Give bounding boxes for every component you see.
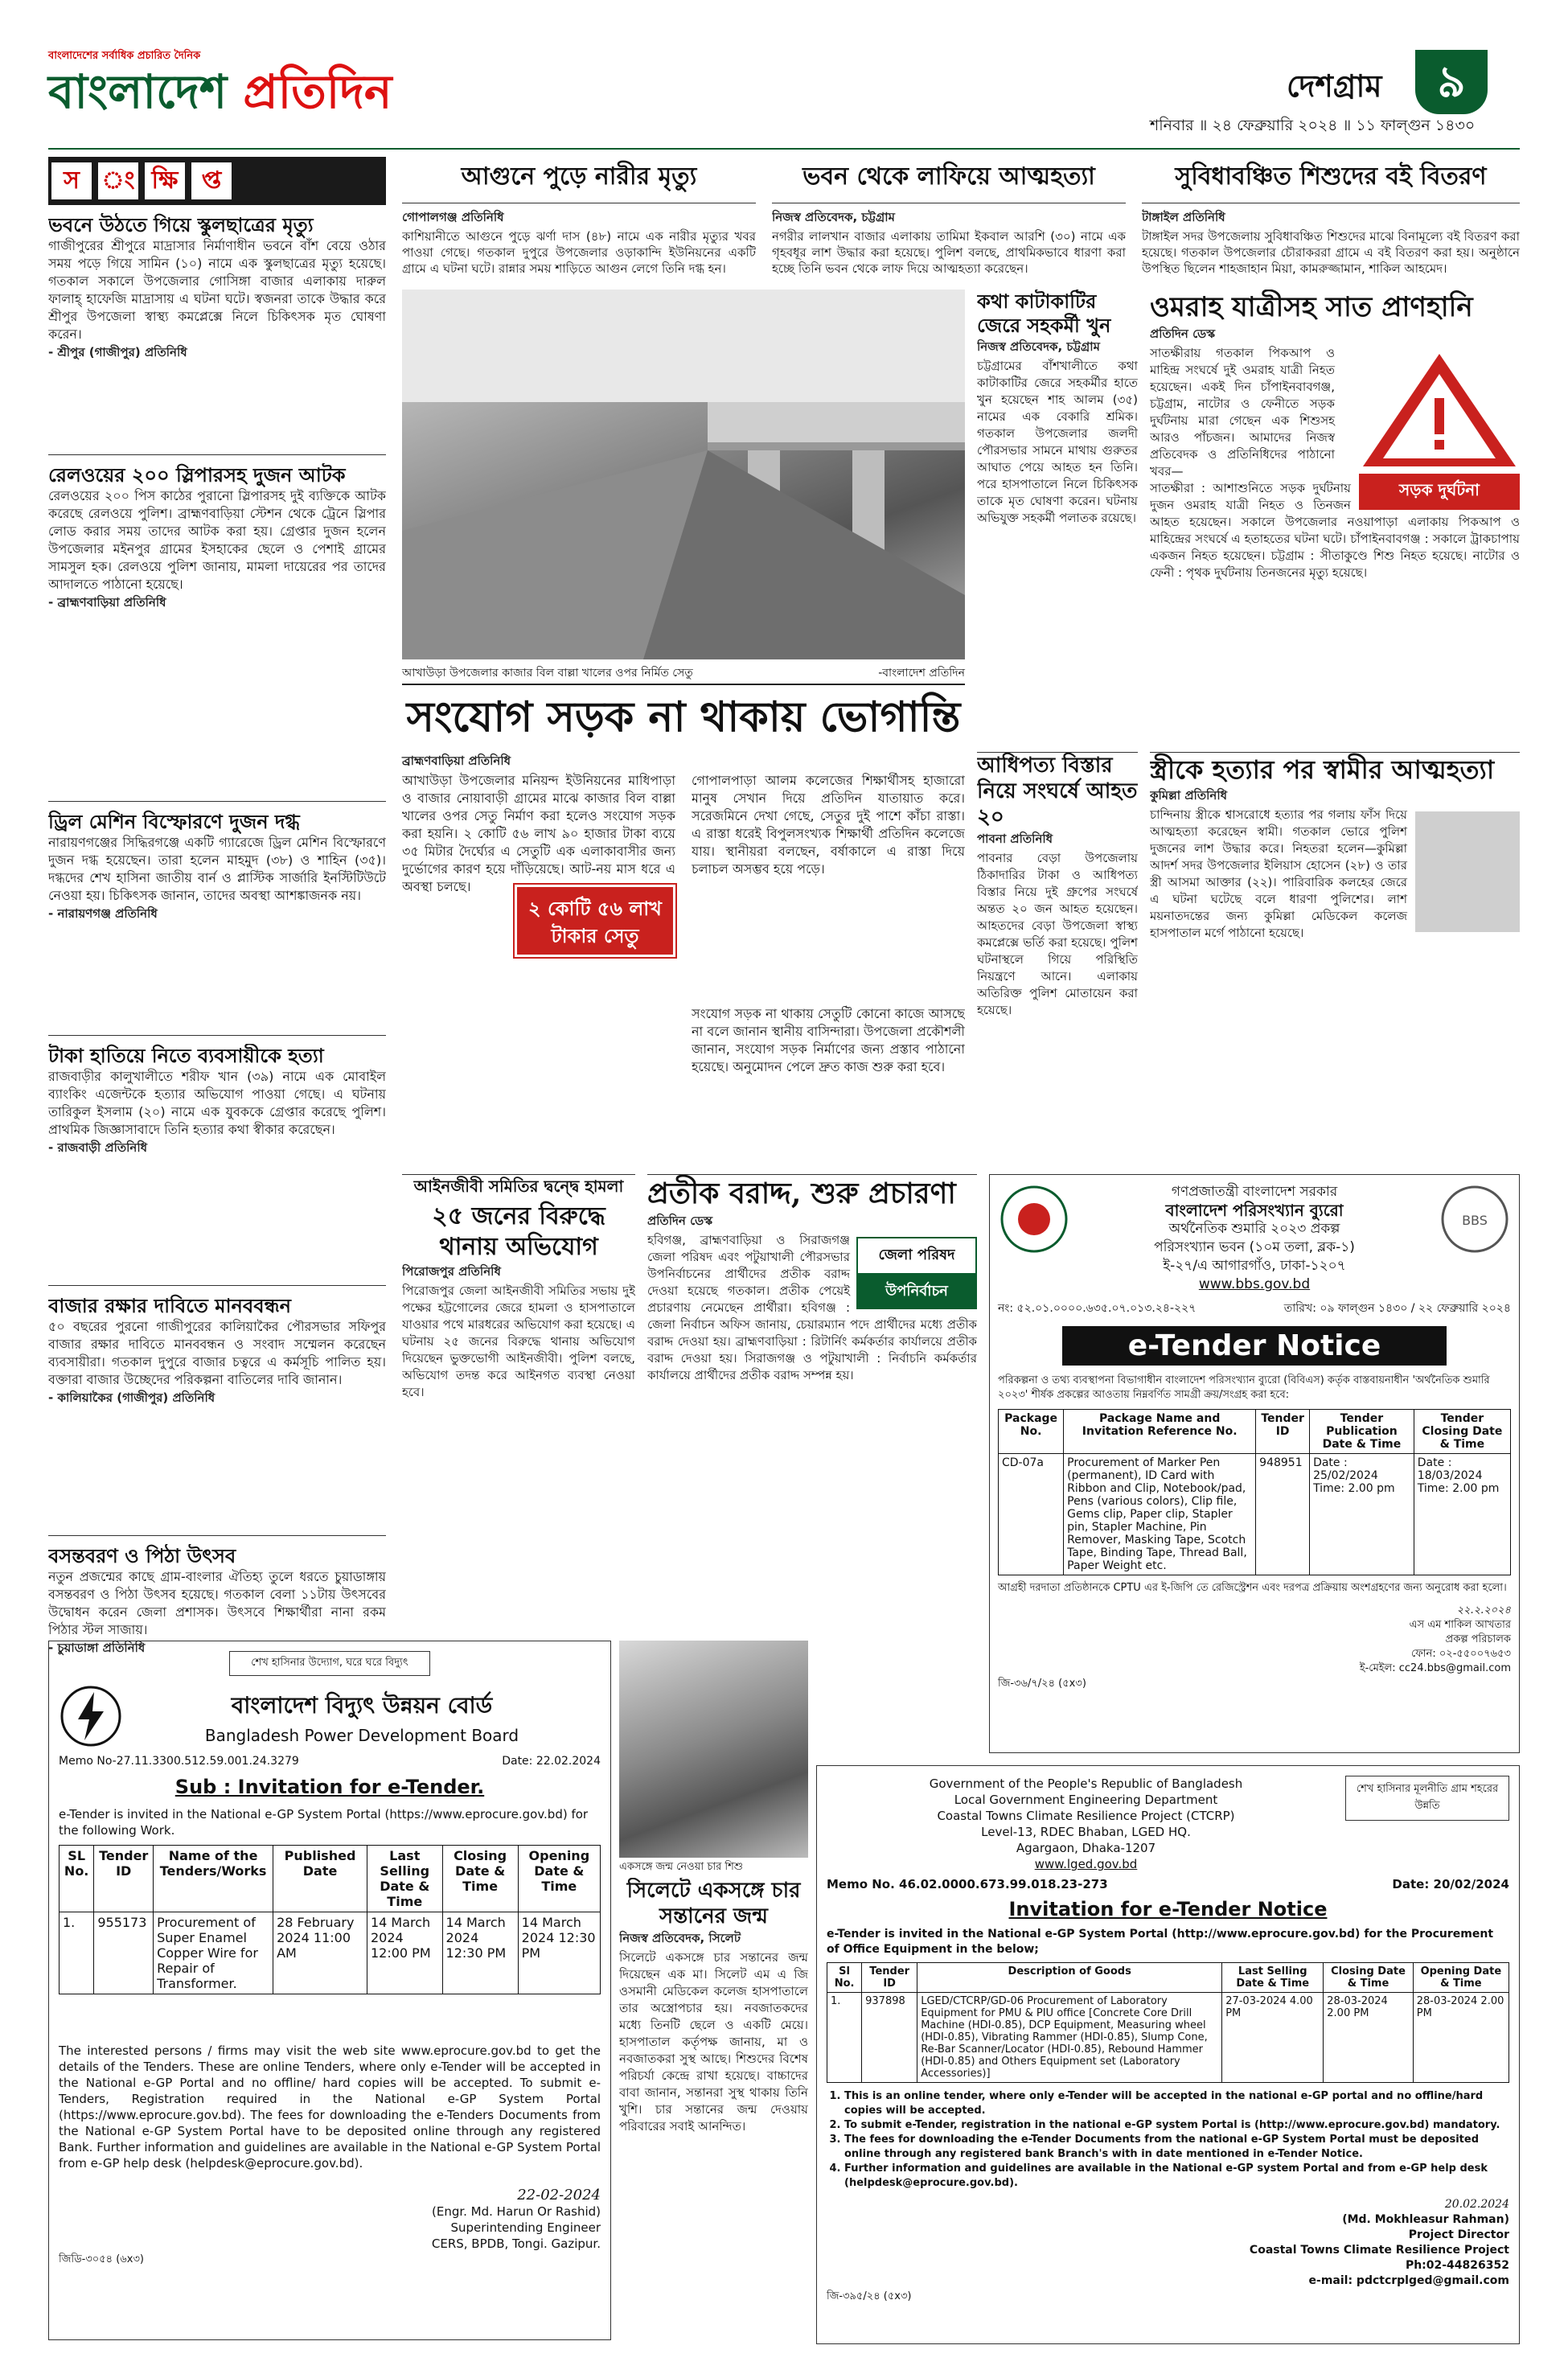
story-kicker: আইনজীবী সমিতির দ্বন্দ্বে হামলা — [413, 1177, 624, 1196]
bbs-phone: ফোন: ০২-৫৫০০৭৬৫৩ — [1411, 1648, 1511, 1660]
story-title: আগুনে পুড়ে নারীর মৃত্যু — [402, 157, 756, 203]
photo-caption: আখাউড়া উপজেলার কাজার বিল বাল্লা খালের ওপর নির্মিত সেতু — [402, 667, 693, 680]
story-title: ওমরাহ যাত্রীসহ সাত প্রাণহানি — [1150, 291, 1473, 323]
story-byline: গোপালগঞ্জ প্রতিনিধি — [402, 210, 504, 224]
brief-item — [48, 1044, 386, 1286]
masthead-tagline: বাংলাদেশের সর্বাধিক প্রচারিত দৈনিক — [48, 50, 201, 62]
story-body: কাশিয়ানীতে আগুনে পুড়ে ঝর্ণা দাস (৪৮) নামে এক নারীর মৃত্যুর খবর পাওয়া গেছে। গতকাল দুপুরে উপজেলার ওড়াকান্দি ইউনিয়নের একটি গ্রামে এ ঘটনা ঘটে। রান্নার সময় শাড়িতে আগুন লেগে তিনি দগ্ধ হন। — [402, 229, 756, 276]
lged-tender-notice — [816, 1765, 1520, 2344]
bbs-header-4: পরিসংখ্যান ভবন (১০ম তলা, ব্লক-১) — [1154, 1239, 1355, 1255]
govt-seal-icon — [998, 1183, 1070, 1255]
brief-byline: - চুয়াডাঙ্গা প্রতিনিধি — [48, 1641, 146, 1655]
story-body: চট্টগ্রামের বাঁশখালীতে কথা কাটাকাটির জেরে সহকর্মীর হাতে খুন হয়েছেন শাহ আলম (৩৫) নামের এক বেকারি শ্রমিক। গতকাল উপজেলার জলদী পৌরসভার সামনে মাথায় গুরুতর আঘাত পেয়ে আহত হন তিনি। পরে হাসপাতালে নিলে চিকিৎসক তাকে মৃত ঘোষণা করেন। ঘটনায় অভিযুক্ত সহকর্মী পলাতক রয়েছে। — [977, 359, 1138, 525]
table-cell: Date : 18/03/2024 Time: 2.00 pm — [1414, 1454, 1510, 1575]
brief-byline: - কালিয়াকৈর (গাজীপুর) প্রতিনিধি — [48, 1390, 215, 1405]
table-cell: 937898 — [862, 1993, 917, 2083]
table-cell: 28 February 2024 11:00 AM — [273, 1912, 367, 1994]
story-body: সিলেটে একসঙ্গে চার সন্তানের জন্ম দিয়েছেন এক মা। সিলেট এম এ জি ওসমানী মেডিকেল কলেজ হাসপাতালে তার অস্ত্রোপচার হয়। নবজাতকদের মধ্যে তিনটি ছেলে ও একটি মেয়ে। হাসপাতাল কর্তৃপক্ষ জানায়, মা ও নবজাতকরা সুস্থ আছে। শিশুদের বিশেষ পরিচর্যা কেন্দ্রে রাখা হয়েছে। বাচ্চাদের বাবা জানান, সন্তানরা সুস্থ থাকায় তিনি খুশি। চার সন্তানের জন্ম দেওয়ায় পরিবারের সবাই আনন্দিত। — [619, 1950, 808, 2134]
table-header: Published Date — [273, 1846, 367, 1912]
brief-title: রেলওয়ের ২০০ স্লিপারসহ দুজন আটক — [48, 463, 346, 487]
lead-headline: সংযোগ সড়ক না থাকায় ভোগান্তি — [406, 692, 961, 741]
bpdb-logo-icon — [59, 1684, 123, 1748]
story-title: কথা কাটাকাটির জেরে সহকর্মী খুন — [977, 290, 1111, 337]
briefs-column — [48, 213, 386, 1769]
brief-item — [48, 463, 386, 802]
lged-email: e-mail: pdctcrplged@gmail.com — [1308, 2274, 1509, 2287]
story-election — [647, 1174, 977, 1657]
lged-title: Invitation for e-Tender Notice — [1008, 1898, 1328, 1920]
story-books — [1142, 157, 1520, 277]
brief-body: রেলওয়ের ২০০ পিস কাঠের পুরানো স্লিপারসহ দুই ব্যক্তিকে আটক করেছে রেলওয়ে পুলিশ। ব্রাহ্মণবাড়িয়া স্টেশন থেকে ট্রেনে স্লিপার লোড করার সময় তাদের আটক করা হয়। গ্রেপ্তার দুজন হলেন উপজেলার মইনপুর গ্রামের ইসহাকের ছেলে ও পেশাই গ্রামের সামসুল হক। রেলওয়ে পুলিশ জানায়, মামলা দায়েরের পর তাদের আদালতে পাঠানো হয়েছে। — [48, 488, 386, 592]
lged-signer-title: Project Director — [1408, 2228, 1509, 2241]
story-omrah — [1150, 290, 1520, 708]
table-header-row — [60, 1846, 601, 1912]
table-row — [827, 1993, 1509, 2083]
lead-body-1: আখাউড়া উপজেলার মনিয়ন্দ ইউনিয়নের মাধিপাড়া ও বাজার নোয়াবাড়ী গ্রামের মাঝে কাজার বিল বাল্লা খালের ওপর সেতু নির্মাণ করা হলেও সংযোগ সড়ক করা হয়নি। ২ কোটি ৫৬ লাখ ৯০ হাজার টাকা ব্যয়ে ৩৫ মিটার দৈর্ঘ্যের এ সেতুটি এক এলাকাবাসীর জন্য দুর্ভোগের কারণ হয়ে দাঁড়িয়েছে। আট-নয় মাস ধরে এ অবস্থা চলছে। — [402, 773, 675, 894]
table-header: Closing Date & Time — [1324, 1963, 1413, 1993]
bbs-intro: পরিকল্পনা ও তথ্য ব্যবস্থাপনা বিভাগাধীন বাংলাদেশ পরিসংখ্যান ব্যুরো (বিবিএস) কর্তৃক বাস্তবায়নাধীন 'অর্থনৈতিক শুমারি ২০২৩' শীর্ষক প্রকল্পের আওতায় নিম্নবর্ণিত সামগ্রী ক্রয়/সংগ্রহ করা হবে: — [998, 1374, 1490, 1401]
svg-text:BBS: BBS — [1462, 1213, 1488, 1228]
story-title: ভবন থেকে লাফিয়ে আত্মহত্যা — [772, 157, 1126, 203]
bbs-logo-icon — [1439, 1183, 1511, 1255]
briefs-letter: ং — [98, 162, 138, 199]
bpdb-signer-name: (Engr. Md. Harun Or Rashid) — [432, 2204, 601, 2219]
table-header: Opening Date & Time — [518, 1846, 600, 1912]
lged-signature: 20.02.2024 — [1444, 2198, 1509, 2211]
lged-tender-table — [827, 1962, 1509, 2083]
story-clash — [977, 752, 1138, 1170]
brief-byline: - শ্রীপুর (গাজীপুর) প্রতিনিধি — [48, 345, 187, 359]
table-cell: Date : 25/02/2024 Time: 2.00 pm — [1310, 1454, 1414, 1575]
bpdb-name-en: Bangladesh Power Development Board — [204, 1725, 519, 1745]
bbs-tender-table — [998, 1409, 1511, 1575]
brief-item — [48, 1294, 386, 1536]
lged-header-3: Coastal Towns Climate Resilience Project (CTCRP) — [937, 1809, 1235, 1823]
table-cell: 14 March 2024 12:00 PM — [367, 1912, 442, 1994]
brief-body: রাজবাড়ীর কালুখালীতে শরীফ খান (৩৯) নামে এক মোবাইল ব্যাংকিং এজেন্টকে হত্যার অভিযোগ পাওয়া গেছে। এ ঘটনায় তারিকুল ইসলাম (২০) নামে এক যুবককে গ্রেপ্তার করেছে পুলিশ। প্রাথমিক জিজ্ঞাসাবাদে তিনি হত্যার কথা স্বীকার করেছেন। — [48, 1069, 386, 1137]
story-body: চান্দিনায় স্ত্রীকে শ্বাসরোধে হত্যার পর গলায় ফাঁস দিয়ে আত্মহত্যা করেছেন স্বামী। গতকাল ভোরে পুলিশ দুজনের লাশ উদ্ধার করে। নিহতরা হলেন—কুমিল্লা আদর্শ সদর উপজেলার ইলিয়াস হোসেন (২৮) ও তার স্ত্রী আসমা আক্তার (২২)। পারিবারিক কলহের জেরে এ ঘটনা ঘটেছে বলে ধারণা পুলিশের। লাশ ময়নাতদন্তের জন্য কুমিল্লা মেডিকেল কলেজ হাসপাতাল মর্গে পাঠানো হয়েছে। — [1150, 807, 1407, 940]
bpdb-signature: 22-02-2024 — [517, 2187, 601, 2204]
bbs-banner: e-Tender Notice — [1062, 1326, 1447, 1366]
lged-signer: (Md. Mokhleasur Rahman) — [1342, 2213, 1509, 2226]
story-body: নগরীর লালখান বাজার এলাকায় তামিমা ইকবাল আরশি (৩০) নামে এক গৃহবধূর লাশ উদ্ধার করা হয়েছে। পুলিশ বলছে, প্রাথমিকভাবে ধারণা করা হচ্ছে তিনি ভবন থেকে লাফ দিয়ে আত্মহত্যা করেছেন। — [772, 229, 1126, 276]
story-body: সাতক্ষীরায় গতকাল পিকআপ ও মাহিন্দ্র সংঘর্ষে দুই ওমরাহ যাত্রী নিহত হয়েছেন। একই দিন চাঁপাইনবাবগঞ্জ, চট্টগ্রাম, নাটোর ও ফেনীতে সড়ক দুর্ঘটনায় মারা গেছেন এক শিশুসহ আরও পাঁচজন। আমাদের নিজস্ব প্রতিবেদক ও প্রতিনিধিদের পাঠানো খবর— — [1150, 346, 1335, 478]
table-header-row — [827, 1963, 1509, 1993]
bpdb-tender-notice — [48, 1641, 611, 2340]
table-header: Closing Date & Time — [442, 1846, 518, 1912]
list-item: 3. The fees for downloading the e-Tender Documents from the national e-GP System Portal must be deposited online through any registered bank Branch's with in date mentioned in e-Tender Notice. — [844, 2133, 1509, 2162]
table-header: Tender ID — [94, 1846, 154, 1912]
brief-byline: - রাজবাড়ী প্রতিনিধি — [48, 1140, 148, 1155]
table-cell: LGED/CTCRP/GD-06 Procurement of Laboratory Equipment for PMU & PIU office [Concrete Core Drill Machine (HDI-0.85), DCP Equipment, Measuring wheel (HDI-0.85), Vibrating Rammer (HDI-0.85), Slump Cone, Re-Bar Scanner/Locator (HDI-0.85), Rebound Hammer (HDI-0.85) and Others Equipment set (Laboratory Accessories)] — [917, 1993, 1222, 2083]
masthead-title-a: বাংলাদেশ — [48, 64, 244, 119]
story-lawyers — [402, 1174, 635, 1624]
table-cell: 28-03-2024 2.00 PM — [1324, 1993, 1413, 2083]
lead-body-3: সংযোগ সড়ক না থাকায় সেতুটি কোনো কাজে আসছে না বলে জানান স্থানীয় বাসিন্দারা। উপজেলা প্রকৌশলী জানান, সংযোগ সড়ক নির্মাণের জন্য প্রস্তাব পাঠানো হয়েছে। অনুমোদন পেলে দ্রুত কাজ শুরু করা হবে। — [692, 1006, 965, 1074]
lged-header-2: Local Government Engineering Department — [954, 1793, 1218, 1807]
bridge-illustration — [402, 290, 965, 659]
table-header: Sl No. — [827, 1963, 862, 1993]
brief-title: ভবনে উঠতে গিয়ে স্কুলছাত্রের মৃত্যু — [48, 213, 314, 236]
masthead-title-b: প্রতিদিন — [243, 64, 392, 119]
story-murder — [977, 290, 1138, 740]
bbs-footer: আগ্রহী দরদাতা প্রতিষ্ঠানকে CPTU এর ই-জিপি তে রেজিস্ট্রেশন এবং দরপত্র প্রক্রিয়ায় অংশগ্রহণের জন্য অনুরোধ করা হলো। — [998, 1582, 1507, 1594]
bbs-tender-notice — [989, 1174, 1520, 1753]
lged-code: জি-৩৯৫/২৪ (৫x৩) — [827, 2290, 912, 2302]
bbs-memo: নং: ৫২.০১.০০০০.৬৩৫.০৭.০১৩.২৪-২২৭ — [998, 1302, 1197, 1315]
feet-photo — [1415, 811, 1520, 932]
table-cell: 14 March 2024 12:30 PM — [518, 1912, 600, 1994]
table-header: Package Name and Invitation Reference No. — [1064, 1410, 1256, 1454]
brief-body: ৫০ বছরের পুরনো গাজীপুরের কালিয়াকৈর পৌরসভার সফিপুর বাজার রক্ষার দাবিতে মানববন্ধন ও সংবাদ সম্মেলন করেছেন ব্যবসায়ীরা। গতকাল দুপুরে বাজার চত্বরে এ কর্মসূচি পালিত হয়। বক্তারা বাজার উচ্ছেদের পরিকল্পনা বাতিলের দাবি জানান। — [48, 1319, 386, 1387]
table-cell: Procurement of Marker Pen (permanent), ID Card with Ribbon and Clip, Notebook/pad, Pens (various colors), Clip file, Gems clip, Paper clip, Stapler pin, Stapler Machine, Pin Remover, Masking Tape, Scotch Tape, Binding Tape, Thread Ball, Paper Weight etc. — [1064, 1454, 1256, 1575]
story-byline: নিজস্ব প্রতিবেদক, চট্টগ্রাম — [977, 339, 1100, 354]
masthead-rule — [48, 148, 1520, 150]
page-number: ৯ — [1415, 50, 1488, 114]
brief-title: টাকা হাতিয়ে নিতে ব্যবসায়ীকে হত্যা — [48, 1044, 324, 1067]
table-header: Tender Publication Date & Time — [1310, 1410, 1414, 1454]
bpdb-notes: The interested persons / firms may visit the web site www.eprocure.gov.bd to get the details of the Tenders. These are online Tenders, where only e-Tender will be accepted in the National e-GP Portal and no offline/ hard copies will be accepted. To submit e-Tenders, Registration required in the National e-GP System Portal (https://www.eprocure.gov.bd). The fees for downloading the e-Tenders Documents from the National e-GP System Portal have to be deposited online through any registered Bank. Further information and guidelines are available in the National e-GP System Portal from e-GP help desk (helpdesk@eprocure.gov.bd). — [59, 2043, 601, 2171]
table-header: Package No. — [999, 1410, 1064, 1454]
story-byline: পিরোজপুর প্রতিনিধি — [402, 1264, 501, 1279]
table-header: Tender Closing Date & Time — [1414, 1410, 1510, 1454]
lged-header-1: Government of the People's Republic of Bangladesh — [929, 1776, 1243, 1791]
bpdb-memo: Memo No-27.11.3300.512.59.001.24.3279 — [59, 1755, 299, 1768]
bbs-header-1: গণপ্রজাতন্ত্রী বাংলাদেশ সরকার — [1171, 1184, 1338, 1200]
table-header: Description of Goods — [917, 1963, 1222, 1993]
table-cell: 27-03-2024 4.00 PM — [1222, 1993, 1324, 2083]
table-header-row — [999, 1410, 1511, 1454]
table-cell: CD-07a — [999, 1454, 1064, 1575]
story-title: আধিপত্য বিস্তার নিয়ে সংঘর্ষে আহত ২০ — [977, 754, 1138, 829]
briefs-letter: প্ত — [191, 162, 232, 199]
lged-notes — [827, 2089, 1509, 2191]
bpdb-name-bn: বাংলাদেশ বিদ্যুৎ উন্নয়ন বোর্ড — [231, 1691, 493, 1719]
story-body: পাবনার বেড়া উপজেলায় ঠিকাদারির টাকা ও আধিপত্য বিস্তার নিয়ে দুই গ্রুপের সংঘর্ষে অন্তত ২০ জন আহত হয়েছেন। আহতদের বেড়া উপজেলা স্বাস্থ্য কমপ্লেক্সে ভর্তি করা হয়েছে। পুলিশ ঘটনাস্থলে গিয়ে পরিস্থিতি নিয়ন্ত্রণে আনে। এলাকায় অতিরিক্ত পুলিশ মোতায়েন করা হয়েছে। — [977, 851, 1138, 1017]
table-row — [60, 1912, 601, 1994]
list-item: 1. This is an online tender, where only e-Tender will be accepted in the national e-GP portal and no offline/hard copies will be accepted. — [844, 2089, 1509, 2118]
table-header: Tender ID — [862, 1963, 917, 1993]
lead-photo — [402, 290, 965, 659]
story-byline: প্রতিদিন ডেস্ক — [1150, 327, 1216, 341]
bpdb-slogan: শেখ হাসিনার উদ্যোগ, ঘরে ঘরে বিদ্যুৎ — [229, 1651, 430, 1676]
photo-caption: একসঙ্গে জন্ম নেওয়া চার শিশু — [619, 1861, 743, 1873]
story-body: পিরোজপুর জেলা আইনজীবী সমিতির সভায় দুই পক্ষের হট্টগোলের জেরে হামলা ও হাসপাতালে যাওয়ার পথে মারধরের অভিযোগ করা হয়েছে। এ ঘটনায় ২৫ জনের বিরুদ্ধে থানায় অভিযোগ দিয়েছেন ভুক্তভোগী আইনজীবী। পুলিশ বলছে, অভিযোগ তদন্ত করে আইনগত ব্যবস্থা নেওয়া হবে। — [402, 1284, 635, 1399]
brief-byline: - ব্রাহ্মণবাড়িয়া প্রতিনিধি — [48, 595, 166, 610]
list-item: 2. To submit e-Tender, registration in the national e-GP system Portal is (http://www.eprocure.gov.bd) mandatory. — [844, 2118, 1509, 2133]
table-header: SL No. — [60, 1846, 94, 1912]
story-title: স্ত্রীকে হত্যার পর স্বামীর আত্মহত্যা — [1150, 754, 1495, 785]
list-item: 4. Further information and guidelines are available in the National e-GP system Portal and from e-GP help desk (helpdesk@eprocure.gov.bd). — [844, 2162, 1509, 2191]
table-cell: 948951 — [1256, 1454, 1310, 1575]
bpdb-signer-title: Superintending Engineer — [450, 2220, 601, 2235]
story-byline: নিজস্ব প্রতিবেদক, চট্টগ্রাম — [772, 210, 895, 224]
table-row — [999, 1454, 1511, 1575]
brief-title: বসন্তবরণ ও পিঠা উৎসব — [48, 1544, 236, 1567]
story-suicide — [772, 157, 1126, 277]
brief-byline: - নারায়ণগঞ্জ প্রতিনিধি — [48, 906, 158, 921]
bbs-code: জি-৩৬/৭/২৪ (৫x৩) — [998, 1678, 1086, 1690]
lead-body-2: গোপালপাড়া আলম কলেজের শিক্ষার্থীসহ হাজারো মানুষ সেখান দিয়ে প্রতিদিন যাতায়াত করে। সরেজমিনে দেখা গেছে, সেতুর দুই পাশে কাঁচা রাস্তা। এ রাস্তা ধরেই বিপুলসংখ্যক শিক্ষার্থী প্রতিদিন কলেজে যায়। স্থানীয়রা বলছেন, বর্ষাকালে এ রাস্তা দিয়ে চলাচল অসম্ভব হয়ে পড়ে। — [692, 773, 965, 877]
table-header: Last Selling Date & Time — [367, 1846, 442, 1912]
story-title: প্রতীক বরাদ্দ, শুরু প্রচারণা — [647, 1177, 956, 1210]
table-cell: 955173 — [94, 1912, 154, 1994]
tag-by-election: উপনির্বাচন — [856, 1275, 977, 1309]
lged-signer-org: Coastal Towns Climate Resilience Project — [1249, 2244, 1509, 2257]
table-cell: 28-03-2024 2.00 PM — [1413, 1993, 1508, 2083]
lged-slogan: শেখ হাসিনার মূলনীতি গ্রাম শহরের উন্নতি — [1345, 1776, 1509, 1821]
lged-intro: e-Tender is invited in the National e-GP System Portal (http://www.eprocure.gov.bd) for the Procurement of Office Equipment in the below; — [827, 1928, 1494, 1956]
bbs-email: ই-মেইল: cc24.bbs@gmail.com — [1359, 1662, 1511, 1674]
story-byline: কুমিল্লা প্রতিনিধি — [1150, 788, 1228, 803]
table-cell: 14 March 2024 12:30 PM — [442, 1912, 518, 1994]
quadruplets-photo — [619, 1641, 808, 1858]
photo-credit: -বাংলাদেশ প্রতিদিন — [878, 667, 965, 680]
brief-body: গাজীপুরের শ্রীপুরে মাদ্রাসার নির্মাণাধীন ভবনে বাঁশ বেয়ে ওঠার সময় পড়ে গিয়ে সামিন (১০) নামে এক স্কুলছাত্রের মৃত্যু হয়েছে। গতকাল সকালে উপজেলার গোসিঙ্গা বাজার এলাকায় দারুল ফালাহ্ হাফেজি মাদ্রাসায় এ ঘটনা ঘটে। স্বজনরা তাকে উদ্ধার করে শ্রীপুর উপজেলা স্বাস্থ্য কমপ্লেক্সে নিলে চিকিৎসক মৃত ঘোষণা করেন। — [48, 238, 386, 342]
bbs-date: তারিখ: ০৯ ফাল্গুন ১৪৩০ / ২২ ফেব্রুয়ারি ২০২৪ — [1283, 1302, 1511, 1315]
lged-phone: Ph:02-44826352 — [1405, 2259, 1509, 2272]
table-cell: 1. — [827, 1993, 862, 2083]
story-body: টাঙ্গাইল সদর উপজেলায় সুবিধাবঞ্চিত শিশুদের মাঝে বিনামূল্যে বই বিতরণ করা হয়েছে। গতকাল উপজেলার চৌরাকররা গ্রামে এ বই বিতরণ করা হয়। অনুষ্ঠানে উপস্থিত ছিলেন শাহজাহান মিয়া, কামরুজ্জামান, শাকিল আহমেদ। — [1142, 229, 1520, 276]
brief-item — [48, 810, 386, 1036]
bpdb-code: জিডি-৩০৫৪ (৬x৩) — [59, 2253, 144, 2265]
brief-body: নারায়ণগঞ্জের সিদ্ধিরগঞ্জে একটি গ্যারেজে ড্রিল মেশিন বিস্ফোরণে দুজন দগ্ধ হয়েছেন। তারা হলেন মাহমুদ (৩৮) ও শাহিন (৩৫)। দগ্ধদের শেখ হাসিনা জাতীয় বার্ন ও প্লাস্টিক সার্জারি ইনস্টিটিউটে নেওয়া হয়। চিকিৎসক জানান, তাদের অবস্থা আশঙ্কাজনক নয়। — [48, 835, 386, 903]
story-title: ২৫ জনের বিরুদ্ধে থানায় অভিযোগ — [432, 1202, 605, 1261]
brief-title: ড্রিল মেশিন বিস্ফোরণে দুজন দগ্ধ — [48, 810, 300, 833]
headline-rule — [402, 684, 965, 685]
table-cell: Procurement of Super Enamel Copper Wire for Repair of Transformer. — [154, 1912, 273, 1994]
bbs-header-2: বাংলাদেশ পরিসংখ্যান ব্যুরো — [1165, 1201, 1344, 1220]
story-title: সিলেটে একসঙ্গে চার সন্তানের জন্ম — [626, 1879, 801, 1928]
story-body: হবিগঞ্জ, ব্রাহ্মণবাড়িয়া ও সিরাজগঞ্জ জেলা পরিষদ এবং পটুয়াখালী পৌরসভার উপনির্বাচনের প্রার্থীদের প্রতীক বরাদ্দ দেওয়া হয়েছে গতকাল। প্রতীক পেয়েই প্রচারণায় নেমেছেন প্রার্থীরা। হবিগঞ্জ : জেলা নির্বাচন অফিস জানায়, চেয়ারম্যান পদে প্রার্থীদের মধ্যে প্রতীক বরাদ্দ দেওয়া হয়। ব্রাহ্মণবাড়িয়া : রিটার্নিং কর্মকর্তার কার্যালয়ে প্রতীক বরাদ্দ দেওয়া হয়। সিরাজগঞ্জ ও পটুয়াখালী : নির্বাচনি কর্মকর্তার কার্যালয়ে প্রার্থীদের প্রতীক বরাদ্দ সম্পন্ন হয়। — [647, 1233, 977, 1382]
story-byline: পাবনা প্রতিনিধি — [977, 832, 1053, 846]
story-body-2: সাতক্ষীরা : আশাশুনিতে সড়ক দুর্ঘটনায় দুজন ওমরাহ যাত্রী নিহত ও তিনজন আহত হয়েছেন। সকালে উপজেলার নওয়াপাড়া এলাকায় পিকআপ ও মাহিন্দ্রের সংঘর্ষে এ হতাহতের ঘটনা ঘটে। চাঁপাইনবাবগঞ্জ : সকালে ট্রাকচাপায় একজন নিহত হয়েছেন। চট্টগ্রাম : সীতাকুণ্ডে শিশু নিহত হয়েছে। নাটোর ও ফেনী : পৃথক দুর্ঘটনায় তিনজনের মৃত্যু হয়েছে। — [1150, 481, 1520, 580]
story-quadruplets — [619, 1878, 808, 2344]
section-name: দেশগ্রাম — [1287, 68, 1382, 104]
table-header: Last Selling Date & Time — [1222, 1963, 1324, 1993]
lead-callout: ২ কোটি ৫৬ লাখ টাকার সেতু — [515, 885, 675, 957]
brief-item — [48, 213, 386, 455]
bpdb-intro: e-Tender is invited in the National e-GP System Portal (https://www.eprocure.gov.bd) for the following Work. — [59, 1807, 589, 1838]
road-accident-sign — [1359, 350, 1520, 503]
bpdb-signer-office: CERS, BPDB, Tongi. Gazipur. — [431, 2236, 601, 2251]
lged-website-link[interactable]: www.lged.gov.bd — [1034, 1857, 1138, 1871]
lged-memo: Memo No. 46.02.0000.673.99.018.23-273 — [827, 1877, 1108, 1891]
lged-date: Date: 20/02/2024 — [1392, 1877, 1509, 1891]
election-tag — [856, 1237, 977, 1309]
bpdb-subject: Sub : Invitation for e-Tender. — [174, 1776, 485, 1798]
bbs-signer-title: প্রকল্প পরিচালক — [1445, 1633, 1511, 1645]
lged-header-5: Agargaon, Dhaka-1207 — [1016, 1841, 1156, 1855]
briefs-letter: ক্ষি — [145, 162, 185, 199]
bpdb-date: Date: 22.02.2024 — [502, 1755, 601, 1768]
story-byline: প্রতিদিন ডেস্ক — [647, 1214, 713, 1228]
brief-body: নতুন প্রজন্মের কাছে গ্রাম-বাংলার ঐতিহ্য তুলে ধরতে চুয়াডাঙ্গায় বসন্তবরণ ও পিঠা উৎসব হয়েছে। গতকাল বেলা ১১টায় উৎসবের উদ্বোধন করেন জেলা প্রশাসক। উৎসবে শিক্ষার্থীরা নানা রকম পিঠার স্টল সাজায়। — [48, 1569, 386, 1637]
bbs-website-link[interactable]: www.bbs.gov.bd — [1198, 1276, 1311, 1292]
table-header: Opening Date & Time — [1413, 1963, 1508, 1993]
bbs-signature: ২২.২.২০২৪ — [1456, 1604, 1511, 1616]
briefs-banner — [48, 157, 386, 205]
bpdb-tender-table — [59, 1845, 601, 1994]
bbs-header-3: অর্থনৈতিক শুমারি ২০২৩ প্রকল্প — [1168, 1221, 1340, 1237]
bbs-signer: এস এম শাকিল আখতার — [1409, 1619, 1511, 1631]
story-byline: টাঙ্গাইল প্রতিনিধি — [1142, 210, 1225, 224]
table-header: Name of the Tenders/Works — [154, 1846, 273, 1912]
table-header: Tender ID — [1256, 1410, 1310, 1454]
story-husband — [1150, 752, 1520, 1170]
warning-icon — [1359, 350, 1520, 470]
lead-byline: ব্রাহ্মণবাড়িয়া প্রতিনিধি — [402, 754, 511, 768]
tag-district-council: জেলা পরিষদ — [856, 1237, 977, 1275]
story-byline: নিজস্ব প্রতিবেদক, সিলেট — [619, 1931, 741, 1945]
story-fire — [402, 157, 756, 277]
bbs-header-5: ই-২৭/এ আগারগাঁও, ঢাকা-১২০৭ — [1163, 1258, 1346, 1274]
dateline: শনিবার ॥ ২৪ ফেব্রুয়ারি ২০২৪ ॥ ১১ ফাল্গুন ১৪৩০ — [1150, 117, 1476, 134]
lged-header-4: Level-13, RDEC Bhaban, LGED HQ. — [981, 1825, 1191, 1839]
story-title: সুবিধাবঞ্চিত শিশুদের বই বিতরণ — [1142, 157, 1520, 203]
sign-label: সড়ক দুর্ঘটনা — [1359, 474, 1520, 510]
brief-title: বাজার রক্ষার দাবিতে মানববন্ধন — [48, 1294, 291, 1317]
briefs-letter: স — [51, 162, 92, 199]
masthead-logo — [48, 48, 426, 145]
table-cell: 1. — [60, 1912, 94, 1994]
